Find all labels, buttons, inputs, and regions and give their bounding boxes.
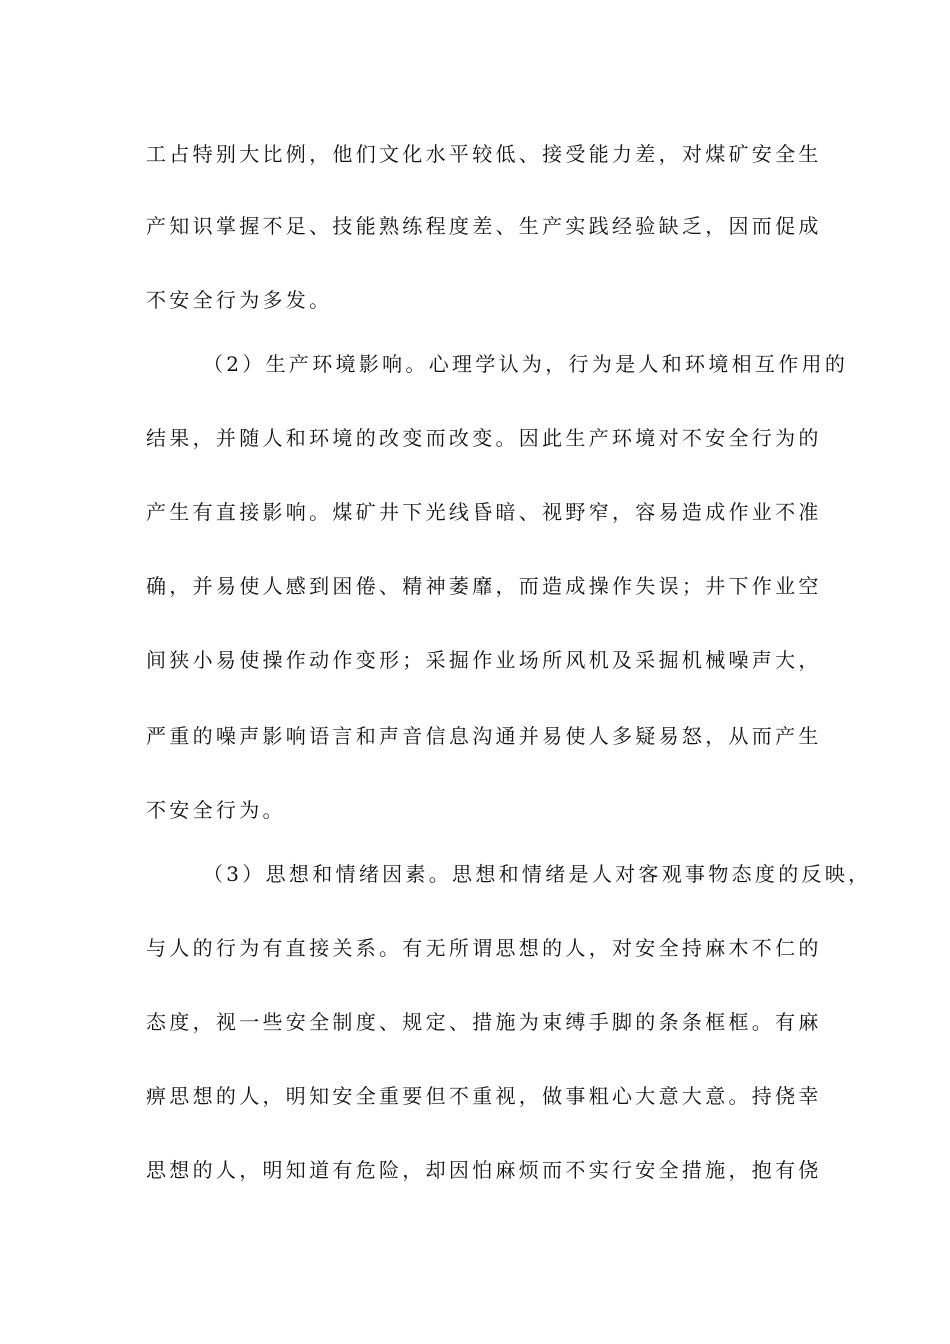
text-line: 严重的噪声影响语言和声音信息沟通并易使人多疑易怒，从而产生 — [146, 724, 822, 748]
text-line: 间狭小易使操作动作变形；采掘作业场所风机及采掘机械噪声大， — [146, 648, 822, 672]
text-line: 不安全行为。 — [146, 798, 286, 822]
paragraph-start-line: （2）生产环境影响。心理学认为，行为是人和环境相互作用的 — [203, 352, 849, 376]
text-line: 工占特别大比例，他们文化水平较低、接受能力差，对煤矿安全生 — [146, 142, 822, 166]
text-line: 确，并易使人感到困倦、精神萎靡，而造成操作失误；井下作业空 — [146, 574, 822, 598]
text-line: 结果，并随人和环境的改变而改变。因此生产环境对不安全行为的 — [146, 426, 822, 450]
text-line: 不安全行为多发。 — [146, 288, 333, 312]
text-line: 产生有直接影响。煤矿井下光线昏暗、视野窄，容易造成作业不准 — [146, 500, 822, 524]
text-line: 思想的人，明知道有危险，却因怕麻烦而不实行安全措施，抱有侥 — [146, 1158, 822, 1182]
text-line: 痹思想的人，明知安全重要但不重视，做事粗心大意大意。持侥幸 — [146, 1084, 822, 1108]
paragraph-start-line: （3）思想和情绪因素。思想和情绪是人对客观事物态度的反映， — [203, 862, 872, 886]
text-line: 产知识掌握不足、技能熟练程度差、生产实践经验缺乏，因而促成 — [146, 214, 822, 238]
text-line: 态度，视一些安全制度、规定、措施为束缚手脚的条条框框。有麻 — [146, 1010, 822, 1034]
text-line: 与人的行为有直接关系。有无所谓思想的人，对安全持麻木不仁的 — [146, 936, 822, 960]
